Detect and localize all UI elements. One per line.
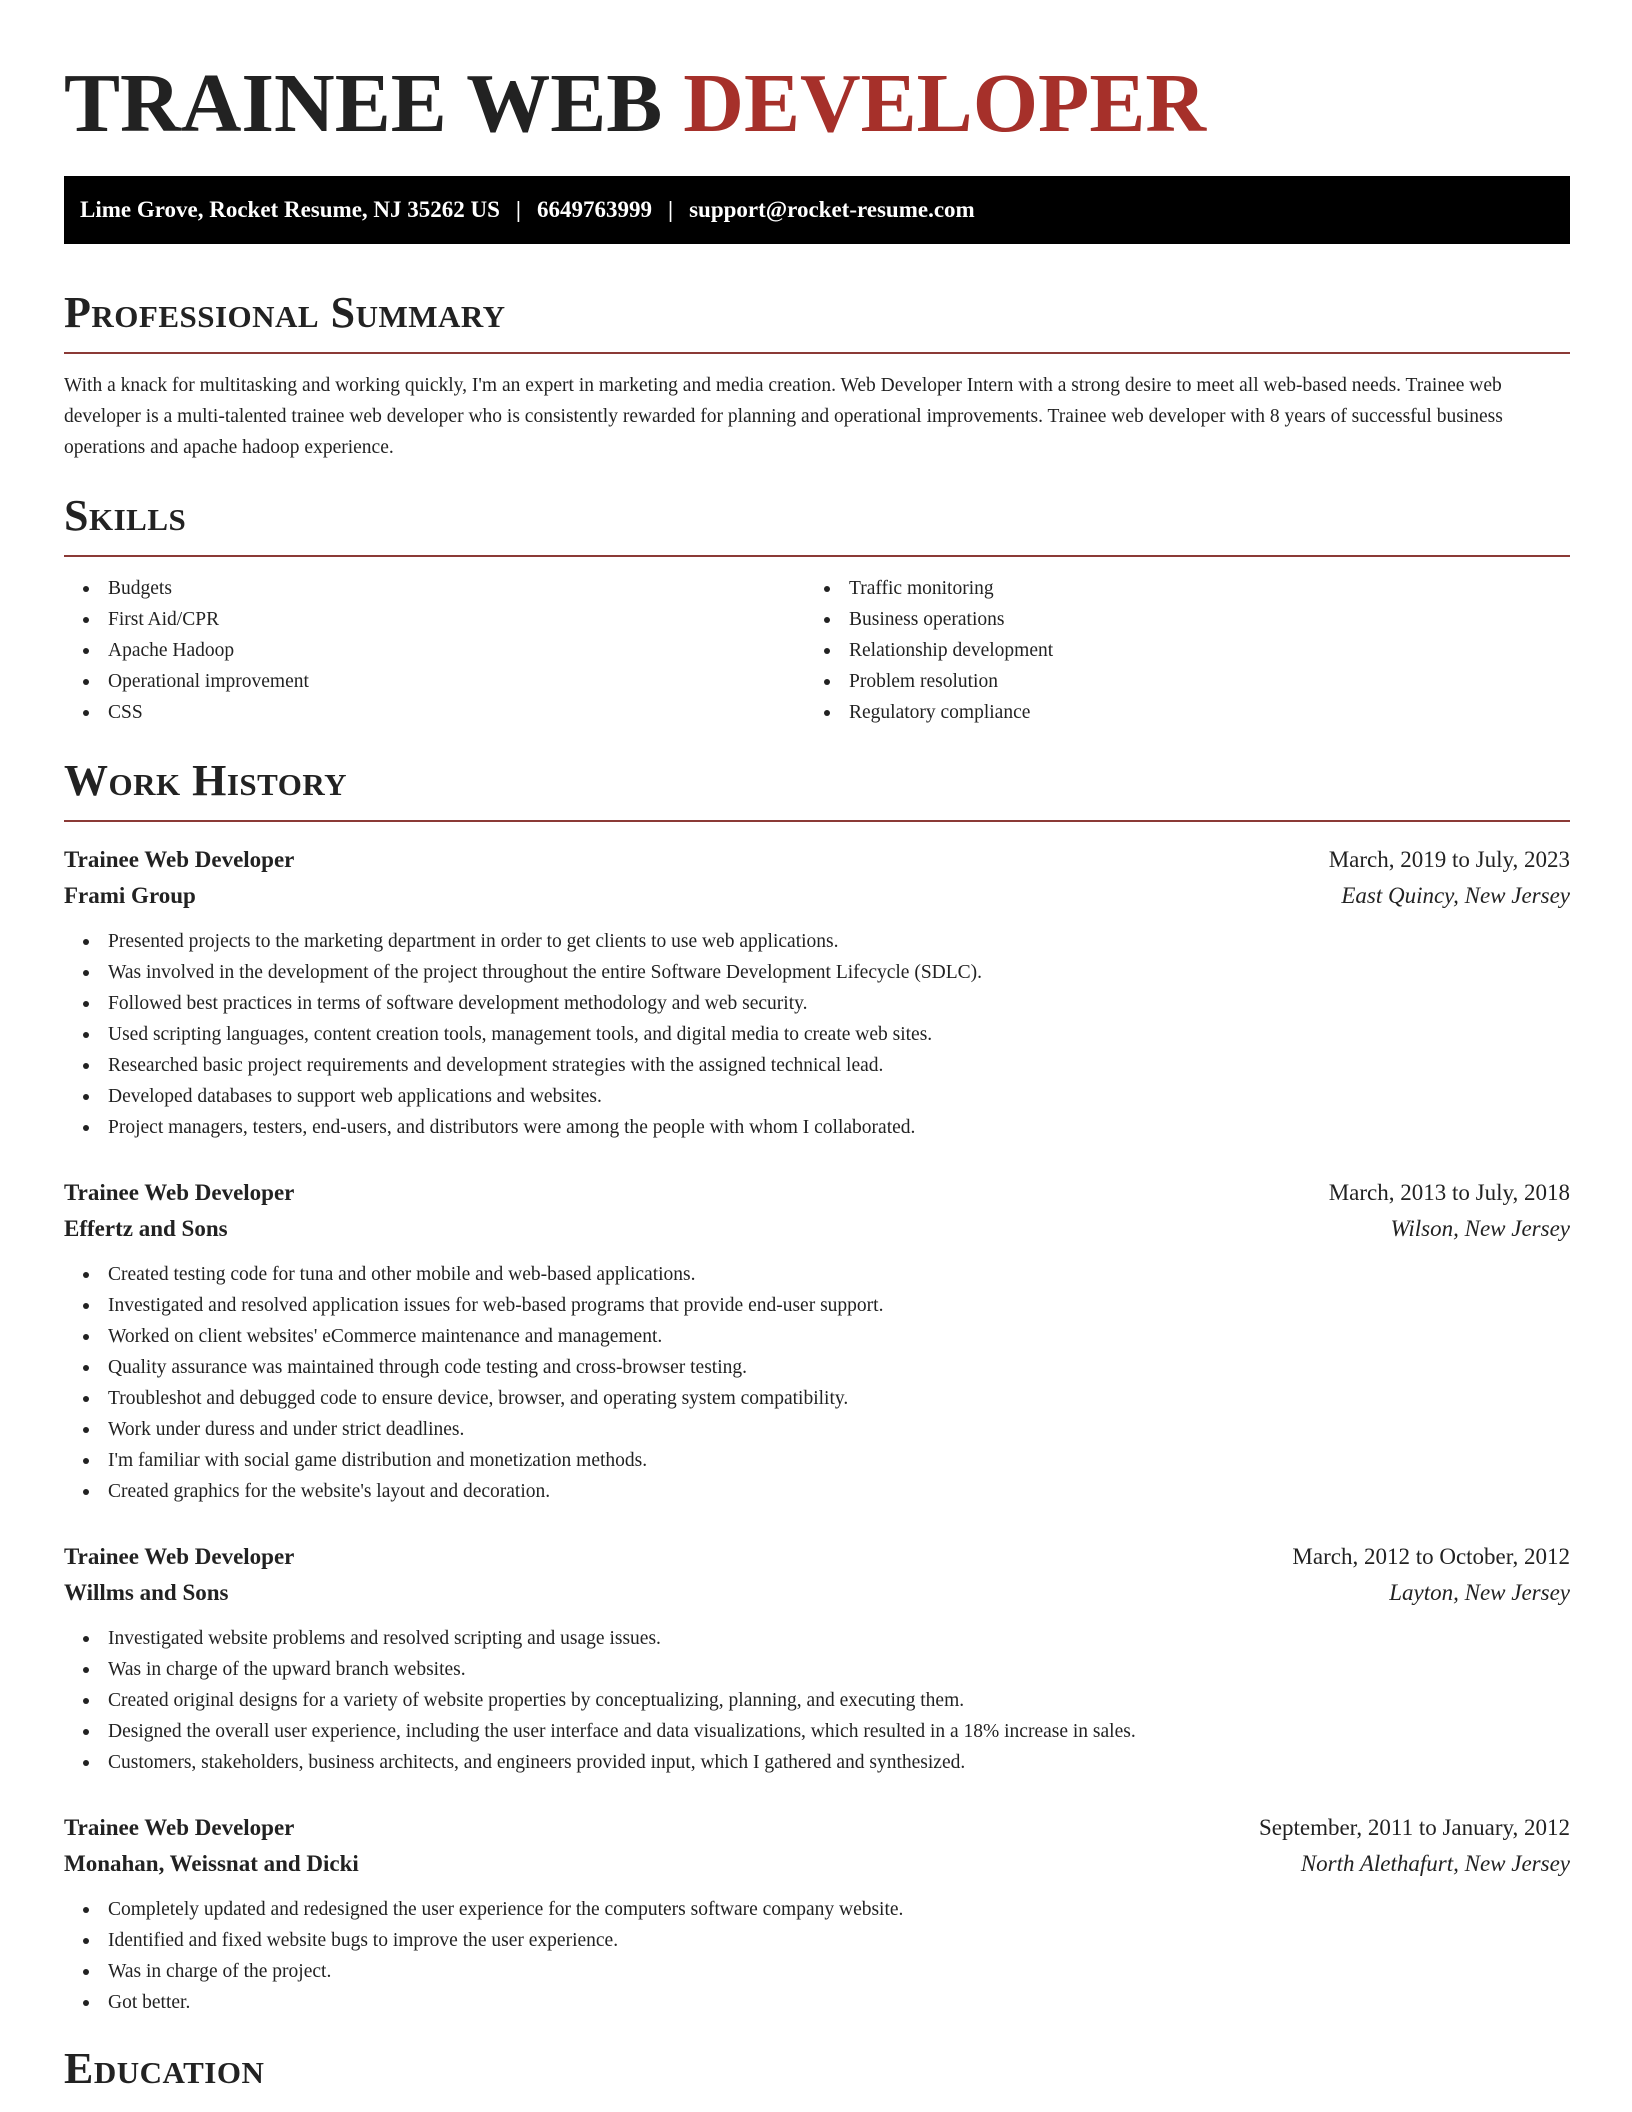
skills-column-right <box>805 573 1546 728</box>
job-entry <box>64 1175 1570 1507</box>
job-location: Layton, New Jersey <box>1389 1580 1570 1605</box>
job-duties-list <box>64 1259 1570 1507</box>
resume-name-heading <box>64 56 1570 152</box>
contact-separator: | <box>515 197 521 222</box>
job-header-row <box>64 1539 1570 1575</box>
contact-email: support@rocket-resume.com <box>689 197 975 222</box>
contact-address: Lime Grove, Rocket Resume, NJ 35262 US <box>80 197 500 222</box>
skill-item: Budgets <box>64 573 805 604</box>
job-duty: I'm familiar with social game distribution and monetization methods. <box>64 1445 1570 1476</box>
skill-item: Relationship development <box>805 635 1546 666</box>
job-location: East Quincy, New Jersey <box>1341 883 1570 908</box>
name-part-accent: DEVELOPER <box>683 57 1207 150</box>
job-title: Trainee Web Developer <box>64 1180 295 1205</box>
job-duty: Was in charge of the upward branch websites. <box>64 1654 1570 1685</box>
job-duty: Work under duress and under strict deadlines. <box>64 1414 1570 1445</box>
section-divider <box>64 352 1570 354</box>
job-dates: March, 2019 to July, 2023 <box>1328 847 1570 872</box>
skill-item: CSS <box>64 697 805 728</box>
contact-bar <box>64 176 1570 244</box>
job-company: Monahan, Weissnat and Dicki <box>64 1851 359 1876</box>
section-divider <box>64 555 1570 557</box>
job-company-row <box>64 1846 1570 1882</box>
skill-item: Apache Hadoop <box>64 635 805 666</box>
job-duty: Researched basic project requirements and development strategies with the assigned technical lead. <box>64 1050 1570 1081</box>
job-company: Effertz and Sons <box>64 1216 228 1241</box>
job-dates: March, 2013 to July, 2018 <box>1328 1180 1570 1205</box>
job-duty: Followed best practices in terms of software development methodology and web security. <box>64 988 1570 1019</box>
skills-title: Skills <box>64 491 187 540</box>
job-company: Willms and Sons <box>64 1580 229 1605</box>
skill-item: Regulatory compliance <box>805 697 1546 728</box>
job-duty: Investigated and resolved application issues for web-based programs that provide end-user support. <box>64 1290 1570 1321</box>
job-duties-list <box>64 1623 1570 1778</box>
job-header-row <box>64 842 1570 878</box>
job-duty: Investigated website problems and resolved scripting and usage issues. <box>64 1623 1570 1654</box>
job-entry <box>64 1810 1570 2018</box>
job-duty: Developed databases to support web applications and websites. <box>64 1081 1570 1112</box>
job-dates: March, 2012 to October, 2012 <box>1292 1544 1570 1569</box>
job-duty: Used scripting languages, content creation tools, management tools, and digital media to create web sites. <box>64 1019 1570 1050</box>
job-duties-list <box>64 926 1570 1143</box>
job-company-row <box>64 1211 1570 1247</box>
job-entry <box>64 1539 1570 1778</box>
job-title: Trainee Web Developer <box>64 1815 295 1840</box>
skill-item: Operational improvement <box>64 666 805 697</box>
job-dates: September, 2011 to January, 2012 <box>1258 1815 1570 1840</box>
skill-item: Traffic monitoring <box>805 573 1546 604</box>
job-entry <box>64 842 1570 1143</box>
job-duty: Worked on client websites' eCommerce maintenance and management. <box>64 1321 1570 1352</box>
section-divider <box>64 820 1570 822</box>
contact-separator: | <box>668 197 674 222</box>
education-title: Education <box>64 2044 265 2093</box>
skill-item: Problem resolution <box>805 666 1546 697</box>
job-duty: Presented projects to the marketing department in order to get clients to use web applications. <box>64 926 1570 957</box>
job-company: Frami Group <box>64 883 196 908</box>
job-header-row <box>64 1175 1570 1211</box>
job-duty: Was in charge of the project. <box>64 1956 1570 1987</box>
skills-list-left <box>64 573 805 728</box>
name-part-dark: TRAINEE WEB <box>64 57 663 150</box>
job-company-row <box>64 1575 1570 1611</box>
skills-section <box>64 491 1570 728</box>
job-duty: Was involved in the development of the project throughout the entire Software Development Lifecycle (SDLC). <box>64 957 1570 988</box>
job-duty: Created testing code for tuna and other mobile and web-based applications. <box>64 1259 1570 1290</box>
job-title: Trainee Web Developer <box>64 1544 295 1569</box>
skill-item: Business operations <box>805 604 1546 635</box>
job-duty: Project managers, testers, end-users, and distributors were among the people with whom I collaborated. <box>64 1112 1570 1143</box>
summary-text: With a knack for multitasking and working quickly, I'm an expert in marketing and media creation. Web Developer Intern with a strong desire to meet all web-based needs. Trainee web developer is a multi-talented trainee web developer who is consistently rewarded for planning and operational improvements. Trainee web developer with 8 years of successful business operations and apache hadoop experience. <box>64 375 1503 458</box>
job-duty: Completely updated and redesigned the user experience for the computers software company website. <box>64 1894 1570 1925</box>
education-section <box>64 2044 1570 2094</box>
skills-grid <box>64 573 1570 728</box>
job-title: Trainee Web Developer <box>64 847 295 872</box>
resume-page <box>64 0 1570 2094</box>
job-duty: Created graphics for the website's layout and decoration. <box>64 1476 1570 1507</box>
job-duty: Designed the overall user experience, including the user interface and data visualizations, which resulted in a 18% increase in sales. <box>64 1716 1570 1747</box>
job-duty: Quality assurance was maintained through code testing and cross-browser testing. <box>64 1352 1570 1383</box>
job-duties-list <box>64 1894 1570 2018</box>
job-duty: Troubleshot and debugged code to ensure device, browser, and operating system compatibility. <box>64 1383 1570 1414</box>
work-history-section <box>64 756 1570 2018</box>
work-history-title: Work History <box>64 756 348 805</box>
skills-list-right <box>805 573 1546 728</box>
job-duty: Created original designs for a variety of website properties by conceptualizing, planning, and executing them. <box>64 1685 1570 1716</box>
job-company-row <box>64 878 1570 914</box>
job-duty: Customers, stakeholders, business architects, and engineers provided input, which I gathered and synthesized. <box>64 1747 1570 1778</box>
job-duty: Got better. <box>64 1987 1570 2018</box>
summary-title: Professional Summary <box>64 288 506 337</box>
job-location: Wilson, New Jersey <box>1390 1216 1570 1241</box>
contact-phone: 6649763999 <box>537 197 652 222</box>
skill-item: First Aid/CPR <box>64 604 805 635</box>
job-location: North Alethafurt, New Jersey <box>1300 1851 1570 1876</box>
skills-column-left <box>64 573 805 728</box>
job-header-row <box>64 1810 1570 1846</box>
summary-section <box>64 288 1570 463</box>
job-duty: Identified and fixed website bugs to improve the user experience. <box>64 1925 1570 1956</box>
